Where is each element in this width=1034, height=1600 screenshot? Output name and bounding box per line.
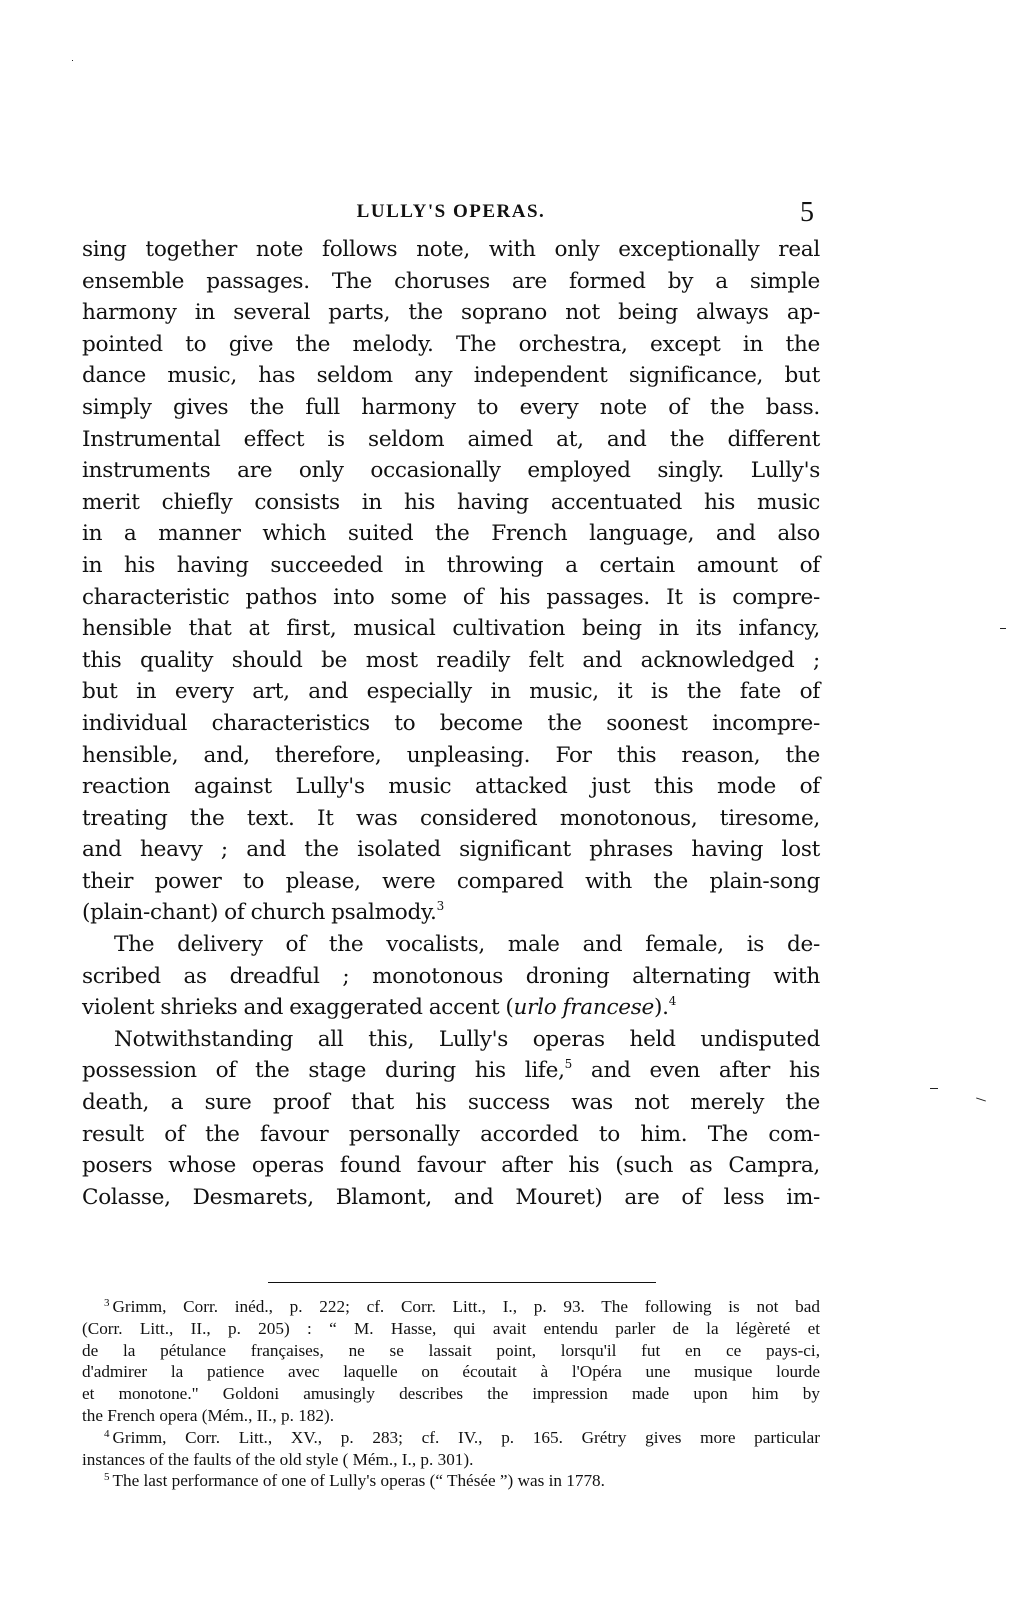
scan-speck — [976, 1097, 986, 1101]
footnote-5 — [82, 1470, 820, 1492]
footnote-3 — [82, 1296, 820, 1427]
footnote-ref-4[interactable]: 4 — [668, 994, 677, 1009]
footnote-line: d'admirer la patience avec laquelle on écoutait à l'Opéra une musique lourde — [82, 1362, 820, 1382]
text-line: this quality should be most readily felt and acknowledged ; — [82, 647, 820, 673]
line-text: ). — [653, 995, 669, 1021]
footnote-marker: 3 — [104, 1297, 110, 1309]
text-line: sing together note follows note, with only exceptionally real — [82, 237, 820, 262]
footnote-ref-5[interactable]: 5 — [564, 1057, 573, 1072]
scan-speck — [72, 60, 73, 61]
footnote-text: The last performance of one of Lully's operas (“ Thésée ”) was in 1778. — [112, 1471, 605, 1491]
footnote-line: de la pétulance françaises, ne se lassait point, lorsqu'il fut en ce pays-ci, — [82, 1340, 820, 1360]
footnote-4 — [82, 1427, 820, 1471]
italic-phrase: urlo francese — [513, 995, 654, 1021]
text-line: individual characteristics to become the soonest incompre- — [82, 710, 820, 736]
footnote-text: Grimm, Corr. Litt., XV., p. 283; cf. IV., p. 165. Grétry gives more particular — [112, 1427, 820, 1447]
footnote-line: (Corr. Litt., II., p. 205) : “ M. Hasse, qui avait entendu parler de la légèreté et — [82, 1318, 820, 1338]
text-line: result of the favour personally accorded to him. The com- — [82, 1121, 820, 1147]
text-line: characteristic pathos into some of his passages. It is compre- — [82, 584, 820, 610]
text-line — [82, 897, 820, 929]
body-text — [82, 234, 820, 1213]
text-line: scribed as dreadful ; monotonous droning alternating with — [82, 963, 820, 989]
line-text: and even after his — [572, 1058, 820, 1084]
text-line: harmony in several parts, the soprano not being always ap- — [82, 300, 820, 326]
text-line: treating the text. It was considered monotonous, tiresome, — [82, 805, 820, 831]
text-line: and heavy ; and the isolated significant phrases having lost — [82, 837, 820, 863]
text-line: pointed to give the melody. The orchestra, except in the — [82, 331, 820, 357]
scan-speck — [1000, 628, 1006, 629]
text-line: their power to please, were compared with the plain-song — [82, 868, 820, 894]
running-title: LULLY'S OPERAS. — [356, 201, 546, 222]
text-line: Instrumental effect is seldom aimed at, and the different — [82, 426, 820, 452]
footnotes — [82, 1296, 820, 1492]
text-line: death, a sure proof that his success was not merely the — [82, 1090, 820, 1116]
running-head — [82, 197, 820, 227]
line-text: violent shrieks and exaggerated accent ( — [82, 995, 514, 1021]
footnote-text: Grimm, Corr. inéd., p. 222; cf. Corr. Litt., I., p. 93. The following is not bad — [112, 1297, 820, 1316]
text-line: but in every art, and especially in music, it is the fate of — [82, 679, 820, 705]
text-line — [82, 992, 820, 1024]
footnote-line — [82, 1296, 820, 1318]
paragraph-1 — [82, 234, 820, 929]
footnote-line: the French opera (Mém., II., p. 182). — [82, 1405, 335, 1425]
footnote-marker: 4 — [104, 1427, 110, 1440]
text-line: The delivery of the vocalists, male and female, is de- — [114, 932, 820, 958]
footnote-line — [82, 1427, 820, 1449]
line-text: (plain-chant) of church psalmody. — [82, 900, 437, 926]
paragraph-3 — [82, 1024, 820, 1214]
footnote-line: instances of the faults of the old style ( Mém., I., p. 301). — [82, 1449, 474, 1469]
text-line: simply gives the full harmony to every note of the bass. — [82, 394, 820, 420]
text-line: in his having succeeded in throwing a certain amount of — [82, 552, 820, 578]
text-line: dance music, has seldom any independent significance, but — [82, 363, 820, 389]
text-line: Notwithstanding all this, Lully's operas held undisputed — [114, 1026, 820, 1052]
text-line: ensemble passages. The choruses are formed by a simple — [82, 268, 820, 294]
text-line: instruments are only occasionally employed singly. Lully's — [82, 458, 820, 484]
text-line: posers whose operas found favour after his (such as Campra, — [82, 1153, 820, 1179]
line-text: possession of the stage during his life, — [82, 1058, 565, 1084]
footnote-line: et monotone." Goldoni amusingly describes the impression made upon him by — [82, 1384, 820, 1404]
text-line — [82, 1055, 820, 1087]
footnote-marker: 5 — [104, 1471, 110, 1484]
text-line: Colasse, Desmarets, Blamont, and Mouret) are of less im- — [82, 1184, 820, 1210]
footnote-divider — [268, 1282, 656, 1283]
footnote-ref-3[interactable]: 3 — [436, 899, 444, 914]
text-line: merit chiefly consists in his having accentuated his music — [82, 489, 820, 515]
text-line: in a manner which suited the French language, and also — [82, 521, 820, 547]
text-line: hensible that at first, musical cultivation being in its infancy, — [82, 616, 820, 642]
text-line: hensible, and, therefore, unpleasing. For this reason, the — [82, 742, 820, 768]
page-number: 5 — [800, 197, 814, 228]
scan-speck — [930, 1088, 938, 1089]
text-line: reaction against Lully's music attacked just this mode of — [82, 774, 820, 800]
paragraph-2 — [82, 929, 820, 1024]
footnote-line — [82, 1470, 820, 1492]
